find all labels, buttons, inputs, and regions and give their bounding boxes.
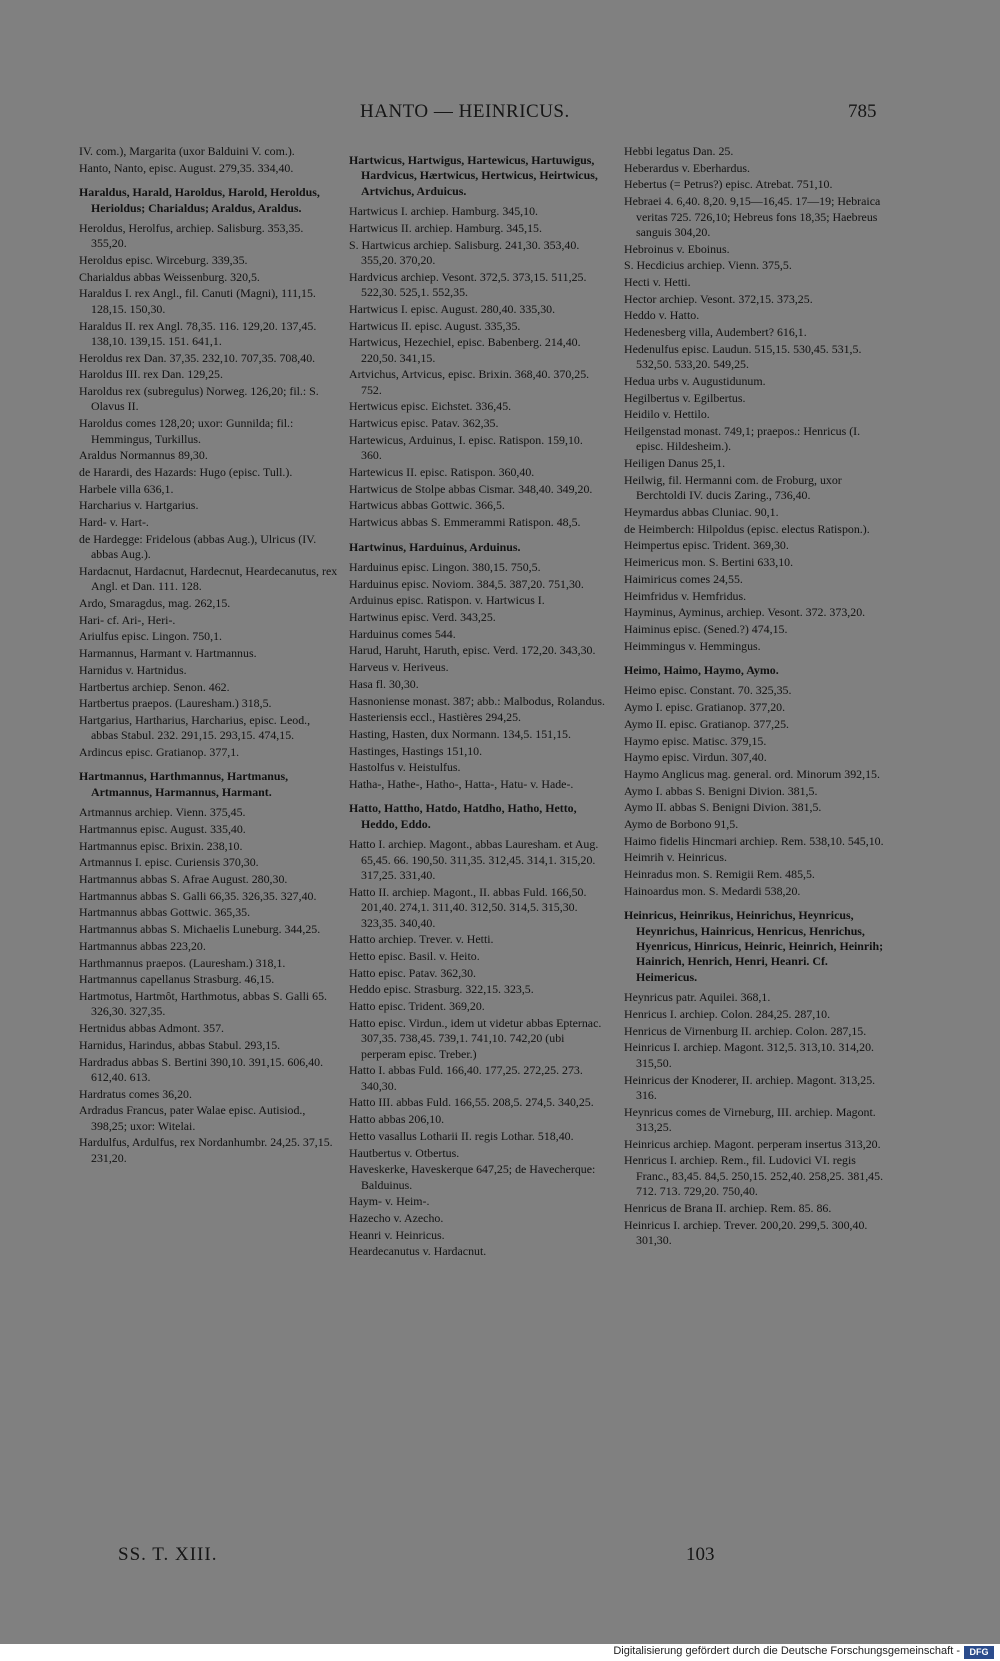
footer-signature: SS. T. XIII. [118, 1544, 218, 1565]
index-entry: Haraldus I. rex Angl., fil. Canuti (Magni), 111,15. 128,15. 150,30. [79, 286, 316, 316]
index-entry: Harbele villa 636,1. [79, 481, 174, 496]
index-entry: Hebraei 4. 6,40. 8,20. 9,15—16,45. 17—19; Hebraica veritas 725. 726,10; Hebreus fons 18,35; Haebreus sanguis 304,20. [624, 194, 881, 239]
index-entry: Heinradus mon. S. Remigii Rem. 485,5. [624, 867, 815, 882]
index-entry: Hartgarius, Hartharius, Harcharius, episc. Leod., abbas Stabul. 232. 291,15. 293,15. 474,15. [79, 712, 311, 743]
index-entry: Heymardus abbas Cluniac. 90,1. [624, 504, 779, 519]
index-entry: Hardulfus, Ardulfus, rex Nordanhumbr. 24,25. 37,15. 231,20. [79, 1135, 333, 1165]
index-entry: Artvichus, Artvicus, episc. Brixin. 368,40. 370,25. 752. [349, 367, 590, 397]
index-entry: Henricus de Brana II. archiep. Rem. 85. 86. [624, 1200, 832, 1215]
index-entry: Harduinus episc. Noviom. 384,5. 387,20. 751,30. [349, 576, 584, 591]
index-entry: Hari- cf. Ari-, Heri-. [79, 612, 176, 627]
index-entry: Hautbertus v. Otbertus. [349, 1145, 460, 1160]
index-entry: Hardacnut, Hardacnut, Hardecnut, Heardecanutus, rex Angl. et Dan. 111. 128. [79, 563, 338, 594]
index-entry: Artmannus I. episc. Curiensis 370,30. [79, 855, 259, 870]
index-entry: Heynricus comes de Virneburg, III. archiep. Magont. 313,25. [624, 1104, 876, 1135]
index-entry: Hatto episc. Trident. 369,20. [349, 999, 485, 1014]
index-column-2 [349, 144, 605, 1261]
index-entry: Heroldus rex Dan. 37,35. 232,10. 707,35. 708,40. [79, 350, 316, 365]
index-entry: Hardvicus archiep. Vesont. 372,5. 373,15. 511,25. 522,30. 525,1. 552,35. [349, 269, 587, 300]
index-entry: Hatto II. archiep. Magont., II. abbas Fuld. 166,50. 201,40. 274,1. 311,40. 312,50. 314,5. 315,30. 323,35. 340,40. [349, 884, 587, 930]
index-entry: Hastolfus v. Heistulfus. [349, 760, 461, 775]
index-entry: Hartewicus II. episc. Ratispon. 360,40. [349, 464, 535, 479]
index-entry: Henricus de Virnenburg II. archiep. Colon. 287,15. [624, 1023, 867, 1038]
index-entry: Haymo episc. Virdun. 307,40. [624, 750, 767, 765]
index-entry: Hatto abbas 206,10. [349, 1112, 445, 1127]
index-entry: Ariulfus episc. Lingon. 750,1. [79, 629, 223, 644]
index-entry: Hertnidus abbas Admont. 357. [79, 1021, 224, 1036]
index-entry: Hartmannus abbas S. Michaelis Luneburg. 344,25. [79, 922, 321, 937]
index-entry: Haroldus III. rex Dan. 129,25. [79, 367, 223, 382]
index-entry: Hatto episc. Patav. 362,30. [349, 965, 477, 980]
index-entry: Hebbi legatus Dan. 25. [624, 144, 734, 158]
index-entry: Harduinus episc. Lingon. 380,15. 750,5. [349, 559, 541, 574]
index-entry: Harduinus comes 544. [349, 626, 456, 641]
index-entry: Hartwicus I. episc. August. 280,40. 335,30. [349, 301, 556, 316]
index-entry: Hastinges, Hastings 151,10. [349, 743, 483, 758]
index-lemma-heading: Hartwinus, Harduinus, Arduinus. [349, 539, 521, 554]
index-lemma-heading: Hartmannus, Harthmannus, Hartmanus, Artmannus, Harmannus, Harmant. [79, 769, 289, 799]
index-entry: Hartwicus abbas S. Emmerammi Ratispon. 48,5. [349, 515, 581, 530]
digitization-credit-text: Digitalisierung gefördert durch die Deutsche Forschungsgemeinschaft - [613, 1645, 960, 1657]
index-entry: Haroldus rex (subregulus) Norweg. 126,20; fil.: S. Olavus II. [79, 384, 319, 414]
index-lemma-heading: Heinricus, Heinrikus, Heinrichus, Heynricus, Heynrichus, Hainricus, Henricus, Henrichus, Hyenricus, Hinricus, Heinric, Heinrich, Heinrih; Hainrich, Henrich, Henri, Heanri. Cf. Heimericus. [624, 908, 884, 984]
index-entry: Hartwicus I. archiep. Hamburg. 345,10. [349, 204, 538, 219]
index-entry: Hatto III. abbas Fuld. 166,55. 208,5. 274,5. 340,25. [349, 1095, 594, 1110]
index-entry: Charialdus abbas Weissenburg. 320,5. [79, 269, 260, 284]
index-entry: Hecti v. Hetti. [624, 275, 691, 290]
index-entry: Hainoardus mon. S. Medardi 538,20. [624, 883, 801, 898]
index-entry: Hanto, Nanto, episc. August. 279,35. 334,40. [79, 160, 294, 175]
index-entry: Hardradus abbas S. Bertini 390,10. 391,15. 606,40. 612,40. 613. [79, 1054, 324, 1084]
index-entry: Haym- v. Heim-. [349, 1194, 430, 1209]
index-entry: Hartwicus II. episc. August. 335,35. [349, 318, 521, 333]
page-number: 785 [848, 101, 877, 122]
index-entry: Heroldus, Herolfus, archiep. Salisburg. 353,35. 355,20. [79, 220, 304, 251]
index-entry: Hedenesberg villa, Audembert? 616,1. [624, 325, 807, 340]
index-entry: Hetto episc. Basil. v. Heito. [349, 949, 480, 963]
index-entry: Hatto I. archiep. Magont., abbas Lauresham. et Aug. 65,45. 66. 190,50. 311,35. 312,45. 314,1. 315,20. 317,25. 331,40. [349, 837, 599, 883]
index-entry: Heimmingus v. Hemmingus. [624, 638, 761, 653]
index-entry: de Hardegge: Fridelous (abbas Aug.), Ulricus (IV. abbas Aug.). [79, 531, 317, 562]
index-lemma-heading: Heimo, Haimo, Haymo, Aymo. [624, 663, 779, 678]
index-entry: Heanri v. Heinricus. [349, 1227, 445, 1242]
index-entry: Heinricus I. archiep. Magont. 312,5. 313,10. 314,20. 315,50. [624, 1040, 874, 1070]
index-entry: Heinricus archiep. Magont. perperam insertus 313,20. [624, 1136, 881, 1151]
index-column-3 [624, 144, 887, 1250]
index-entry: Hasteriensis eccl., Hastières 294,25. [349, 710, 522, 725]
index-entry: Hatto I. abbas Fuld. 166,40. 177,25. 272,25. 273. 340,30. [349, 1063, 583, 1093]
index-entry: Hartwicus, Hezechiel, episc. Babenberg. 214,40. 220,50. 341,15. [349, 335, 581, 365]
index-entry: Heinricus der Knoderer, II. archiep. Magont. 313,25. 316. [624, 1072, 876, 1102]
index-entry: Hasa fl. 30,30. [349, 676, 419, 691]
index-entry: Artmannus archiep. Vienn. 375,45. [79, 805, 246, 820]
dfg-logo: DFG [964, 1646, 994, 1659]
index-entry: Harnidus, Harindus, abbas Stabul. 293,15. [79, 1037, 281, 1052]
index-entry: Aymo II. episc. Gratianop. 377,25. [624, 716, 790, 731]
index-entry: Hartmannus abbas S. Afrae August. 280,30. [79, 872, 288, 887]
index-entry: Ardradus Francus, pater Walae episc. Autisiod., 398,25; uxor: Witelai. [79, 1103, 306, 1133]
index-entry: Hartmannus abbas Gottwic. 365,35. [79, 905, 251, 920]
index-entry: IV. com.), Margarita (uxor Balduini V. com.). [79, 144, 295, 158]
index-entry: Heroldus episc. Wirceburg. 339,35. [79, 253, 248, 268]
index-entry: Haimo fidelis Hincmari archiep. Rem. 538,10. 545,10. [624, 833, 884, 848]
index-entry: Hardratus comes 36,20. [79, 1086, 192, 1101]
index-entry: Heddo v. Hatto. [624, 308, 700, 323]
index-entry: Hazecho v. Azecho. [349, 1211, 444, 1226]
index-entry: Hebroinus v. Eboinus. [624, 241, 730, 256]
index-entry: Ardincus episc. Gratianop. 377,1. [79, 745, 240, 760]
index-lemma-heading: Hatto, Hattho, Hatdo, Hatdho, Hatho, Hetto, Heddo, Eddo. [349, 801, 577, 831]
index-entry: Haraldus II. rex Angl. 78,35. 116. 129,20. 137,45. 138,10. 139,15. 151. 641,1. [79, 318, 317, 348]
index-entry: Hartmannus episc. August. 335,40. [79, 821, 246, 836]
index-entry: S. Hecdicius archiep. Vienn. 375,5. [624, 258, 792, 273]
index-lemma-heading: Hartwicus, Hartwigus, Hartewicus, Hartuwigus, Hardvicus, Hærtwicus, Hertwicus, Heirtwicus, Artvichus, Arduicus. [349, 153, 598, 198]
index-entry: Hartwicus episc. Patav. 362,35. [349, 416, 499, 431]
index-entry: Harthmannus praepos. (Lauresham.) 318,1. [79, 955, 286, 970]
index-entry: Aymo II. abbas S. Benigni Divion. 381,5. [624, 800, 822, 815]
index-entry: Hartmannus abbas 223,20. [79, 938, 206, 953]
index-entry: Hatto episc. Virdun., idem ut videtur abbas Epternac. 307,35. 738,45. 739,1. 741,10. 742,20 (ubi perperam episc. Treber.) [349, 1015, 602, 1061]
index-entry: Haveskerke, Haveskerque 647,25; de Havecherque: Balduinus. [349, 1162, 596, 1192]
index-entry: Hasnoniense monast. 387; abb.: Malbodus, Rolandus. [349, 693, 605, 708]
index-entry: Hegilbertus v. Egilbertus. [624, 390, 746, 405]
index-entry: Araldus Normannus 89,30. [79, 448, 208, 463]
index-entry: Hartmannus episc. Brixin. 238,10. [79, 838, 243, 853]
index-entry: Haroldus comes 128,20; uxor: Gunnilda; fil.: Hemmingus, Turkillus. [79, 416, 294, 446]
index-entry: Aymo de Borbono 91,5. [624, 817, 739, 832]
index-entry: Heberardus v. Eberhardus. [624, 160, 751, 175]
index-entry: Hertwicus episc. Eichstet. 336,45. [349, 399, 512, 414]
index-column-1 [79, 144, 338, 1168]
index-entry: Hartwicus II. archiep. Hamburg. 345,15. [349, 220, 542, 235]
index-entry: Hatto archiep. Trever. v. Hetti. [349, 932, 494, 947]
index-entry: Hartwinus episc. Verd. 343,25. [349, 610, 496, 625]
index-entry: Hector archiep. Vesont. 372,15. 373,25. [624, 291, 813, 306]
index-entry: Heidilo v. Hettilo. [624, 407, 710, 422]
index-entry: Heimo episc. Constant. 70. 325,35. [624, 683, 792, 698]
index-entry: Hayminus, Ayminus, archiep. Vesont. 372. 373,20. [624, 605, 866, 620]
index-entry: Henricus I. archiep. Rem., fil. Ludovici VI. regis Franc., 83,45. 84,5. 250,15. 252,40. 258,25. 381,45. 712. 713. 729,20. 750,40. [624, 1153, 884, 1199]
index-entry: Hartbertus praepos. (Lauresham.) 318,5. [79, 696, 272, 711]
index-entry: Hartmannus abbas S. Galli 66,35. 326,35. 327,40. [79, 888, 317, 903]
index-entry: Hedenulfus episc. Laudun. 515,15. 530,45. 531,5. 532,50. 533,20. 549,25. [624, 341, 862, 372]
index-entry: Hartbertus archiep. Senon. 462. [79, 679, 230, 694]
index-lemma-heading: Haraldus, Harald, Haroldus, Harold, Heroldus, Herioldus; Charialdus; Araldus, Araldus. [79, 185, 320, 215]
index-entry: Hatha-, Hathe-, Hatho-, Hatta-, Hatu- v. Hade-. [349, 777, 574, 792]
index-entry: Hard- v. Hart-. [79, 515, 149, 530]
index-entry: Heilgenstad monast. 749,1; praepos.: Henricus (I. episc. Hildesheim.). [624, 424, 861, 454]
index-entry: de Harardi, des Hazards: Hugo (episc. Tull.). [79, 464, 293, 479]
index-entry: Haymo episc. Matisc. 379,15. [624, 733, 767, 748]
index-entry: Harmannus, Harmant v. Hartmannus. [79, 646, 257, 661]
running-head: HANTO — HEINRICUS. [360, 101, 570, 122]
index-entry: Heynricus patr. Aquilei. 368,1. [624, 990, 771, 1005]
index-entry: Heimrih v. Heinricus. [624, 850, 727, 865]
index-entry: Hetto vasallus Lotharii II. regis Lothar. 518,40. [349, 1128, 574, 1143]
index-entry: Ardo, Smaragdus, mag. 262,15. [79, 596, 231, 611]
index-entry: Harcharius v. Hartgarius. [79, 498, 199, 513]
index-entry: Henricus I. archiep. Colon. 284,25. 287,10. [624, 1007, 831, 1021]
index-entry: Hartewicus, Arduinus, I. episc. Ratispon. 159,10. 360. [349, 432, 583, 463]
index-entry: Harveus v. Heriveus. [349, 660, 449, 675]
index-entry: Hasting, Hasten, dux Normann. 134,5. 151,15. [349, 726, 571, 741]
index-entry: Heimfridus v. Hemfridus. [624, 588, 747, 603]
index-entry: Hartwicus de Stolpe abbas Cismar. 348,40. 349,20. [349, 481, 593, 496]
index-entry: Haymo Anglicus mag. general. ord. Minorum 392,15. [624, 766, 880, 781]
index-entry: Heinricus I. archiep. Trever. 200,20. 299,5. 300,40. 301,30. [624, 1217, 868, 1248]
footer-sheet-number: 103 [686, 1544, 715, 1565]
index-entry: Hebertus (= Petrus?) episc. Atrebat. 751,10. [624, 177, 833, 192]
index-entry: Heimericus mon. S. Bertini 633,10. [624, 555, 794, 570]
index-entry: Haimiricus comes 24,55. [624, 571, 743, 586]
index-entry: Heddo episc. Strasburg. 322,15. 323,5. [349, 982, 534, 997]
index-entry: Hartmannus capellanus Strasburg. 46,15. [79, 972, 275, 987]
index-entry: Aymo I. abbas S. Benigni Divion. 381,5. [624, 783, 818, 798]
index-entry: Heilwig, fil. Hermanni com. de Froburg, uxor Berchtoldi IV. ducis Zaring., 736,40. [624, 472, 842, 503]
index-entry: Harnidus v. Hartnidus. [79, 662, 187, 677]
index-entry: Harud, Haruht, Haruth, episc. Verd. 172,20. 343,30. [349, 643, 596, 658]
index-entry: Arduinus episc. Ratispon. v. Hartwicus I. [349, 593, 545, 608]
index-entry: S. Hartwicus archiep. Salisburg. 241,30. 353,40. 355,20. 370,20. [349, 237, 580, 268]
digitization-credit-bar [0, 1644, 1000, 1661]
index-entry: Heiligen Danus 25,1. [624, 456, 726, 471]
index-entry: Haiminus episc. (Sened.?) 474,15. [624, 621, 788, 636]
index-entry: Hartmotus, Hartmôt, Harthmotus, abbas S. Galli 65. 326,30. 327,35. [79, 989, 328, 1019]
index-entry: Hedua urbs v. Augustidunum. [624, 373, 766, 388]
index-entry: Heardecanutus v. Hardacnut. [349, 1244, 487, 1259]
index-entry: Hartwicus abbas Gottwic. 366,5. [349, 498, 505, 513]
index-entry: Aymo I. episc. Gratianop. 377,20. [624, 700, 786, 715]
index-entry: Heimpertus episc. Trident. 369,30. [624, 538, 789, 553]
index-entry: de Heimberch: Hilpoldus (episc. electus Ratispon.). [624, 521, 870, 536]
